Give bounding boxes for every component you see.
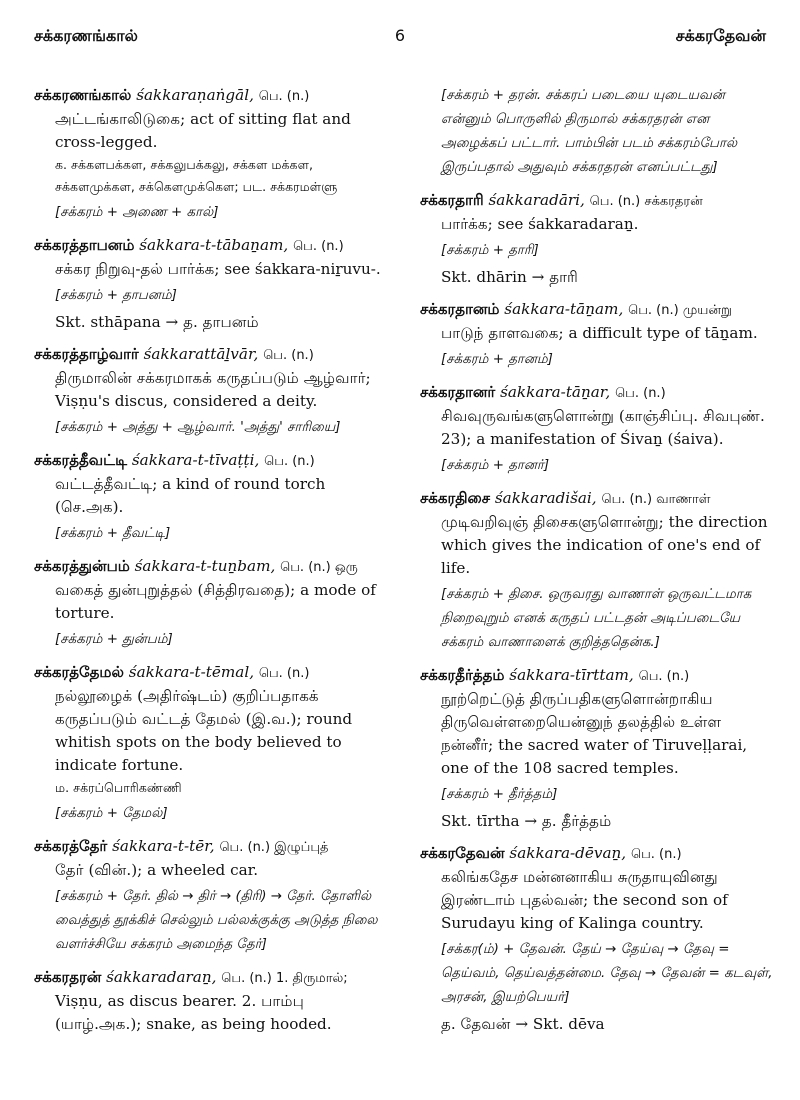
entry-headword: சக்கரத்துன்பம் bbox=[34, 557, 130, 575]
entry-pos: பெ. (n.) bbox=[615, 386, 666, 401]
entry-etymology: [சக்கரம் + தீவட்டி] bbox=[55, 526, 171, 541]
entry-pos: பெ. (n.) சக்கரதரன் bbox=[589, 194, 703, 209]
entry-headword: சக்கரத்தீவட்டி bbox=[34, 451, 128, 469]
entry-transliteration: śakkara-t-tuṉbam, bbox=[134, 557, 276, 575]
page-header bbox=[34, 26, 766, 52]
entry-definition: சிவவுருவங்களுளொன்று (காஞ்சிப்பு. சிவபுண். 23); a manifestation of Śivaṉ (śaiva). bbox=[441, 407, 765, 448]
entry-definition: திருமாலின் சக்கரமாகக் கருதப்படும் ஆழ்வார்; Viṣṇu's discus, considered a deity. bbox=[55, 369, 371, 410]
entry-etymology: [சக்கரம் + திசை. ஒருவரது வாணாள் ஒருவட்டமாக நிறைவுறும் எனக் கருதப் பட்டதன் அடிப்படையே சக்கரம் வாணாளைக் குறித்ததென்க.] bbox=[441, 587, 752, 650]
entry-pos: பெ. (n.) bbox=[258, 89, 310, 104]
entry-etymology: [சக்கரம் + தரன். சக்கரப் படையை யுடையவன் என்னும் பொருளில் திருமால் சக்கரதரன் என அழைக்கப் பட்டார். பாம்பின் படம் சக்கரம்போல் இருப்பதால் அதுவும் சக்கரதரன் எனப்பட்டது] bbox=[441, 88, 738, 175]
dictionary-entry bbox=[420, 189, 773, 289]
entry-headword: சக்கரத்தேமல் bbox=[34, 663, 124, 681]
entry-headword: சக்கரத்தாழ்வார் bbox=[34, 345, 139, 363]
header-right-guide-word: சக்கரதேவன் bbox=[675, 26, 766, 45]
dictionary-entry bbox=[420, 487, 773, 655]
entry-headword: சக்கரதேவன் bbox=[420, 844, 505, 862]
entry-transliteration: śakkara-dēvaṉ, bbox=[509, 844, 627, 862]
entry-definition: பார்க்க; see śakkaradaraṉ. bbox=[441, 215, 639, 233]
entry-pos: பெ. (n.) இழுப்புத் bbox=[219, 840, 329, 855]
page-number: 6 bbox=[394, 26, 406, 45]
entry-transliteration: śakkaradāri, bbox=[488, 191, 585, 209]
entry-sanskrit-source: த. தேவன் → Skt. dēva bbox=[441, 1015, 605, 1033]
entry-definition: சக்கர நிறுவு-தல் பார்க்க; see śakkara-niṟuvu-. bbox=[55, 260, 381, 278]
entry-etymology: [சக்கரம் + தானம்] bbox=[441, 352, 553, 367]
continued-etymology bbox=[420, 84, 773, 180]
entry-headword: சக்கரணங்கால் bbox=[34, 86, 132, 104]
entry-etymology: [சக்கர(ம்) + தேவன். தேய் → தேய்வு → தேவு = தெய்வம், தெய்வத்தன்மை. தேவு → தேவன் = கடவுள், அரசன், இயற்பெயர்] bbox=[441, 942, 773, 1005]
left-column bbox=[34, 84, 387, 1045]
dictionary-entry bbox=[34, 234, 387, 334]
entry-pos: பெ. (n.) bbox=[638, 669, 690, 684]
dictionary-entry bbox=[34, 835, 387, 957]
entry-transliteration: śakkara-tāṉam, bbox=[504, 300, 624, 318]
entry-etymology: [சக்கரம் + தானர்] bbox=[441, 458, 550, 473]
dictionary-entry bbox=[34, 84, 387, 225]
entry-transliteration: śakkara-t-tēr, bbox=[112, 837, 215, 855]
dictionary-entry bbox=[420, 381, 773, 478]
dictionary-entry bbox=[420, 664, 773, 833]
entry-transliteration: śakkara-tāṉar, bbox=[500, 383, 611, 401]
entry-pos: பெ. (n.) bbox=[293, 239, 344, 254]
entry-definition: வகைத் துன்புறுத்தல் (சித்திரவதை); a mode of torture. bbox=[55, 581, 376, 622]
entry-definition: நல்லூழைக் (அதிர்ஷ்டம்) குறிப்பதாகக் கருதப்படும் வட்டத் தேமல் (இ.வ.); round whitish spots on the body believed to indicate fortune. bbox=[55, 687, 353, 774]
entry-pos: பெ. (n.) bbox=[258, 666, 310, 681]
entry-definition: முடிவறிவுஞ் திசைகளுளொன்று; the direction which gives the indication of one's end of life. bbox=[441, 513, 768, 577]
entry-sanskrit-source: Skt. dhārin → தாரி bbox=[441, 268, 578, 286]
entry-cognates: ம. சக்ரப்பொரிகண்ணி bbox=[55, 780, 182, 795]
entry-pos: பெ. (n.) 1. திருமால்; bbox=[221, 971, 348, 986]
entry-definition: கலிங்கதேச மன்னனாகிய சுருதாயுவினது இரண்டாம் புதல்வன்; the second son of Surudayu king of Kalinga country. bbox=[441, 868, 728, 932]
entry-pos: பெ. (n.) வாணாள் bbox=[601, 492, 711, 507]
entry-headword: சக்கரதரன் bbox=[34, 968, 102, 986]
entry-definition: நூற்றெட்டுத் திருப்பதிகளுளொன்றாகிய திருவெள்ளறையென்னுந் தலத்தில் உள்ள நன்னீர்; the sacred water of Tiruveḷḷarai, one of the 108 sacred temples. bbox=[441, 690, 748, 777]
entry-headword: சக்கரதானம் bbox=[420, 300, 500, 318]
entry-headword: சக்கரதானர் bbox=[420, 383, 496, 401]
entry-pos: பெ. (n.) bbox=[630, 847, 682, 862]
entry-etymology: [சக்கரம் + தேர். தில் → திர் → (திரி) → தேர். தோளில் வைத்துத் தூக்கிச் செல்லும் பல்லக்குக்கு அடுத்த நிலை வளர்ச்சியே சக்கரம் அமைந்த தேர்] bbox=[55, 889, 378, 952]
entry-pos: பெ. (n.) ஒரு bbox=[280, 560, 358, 575]
entry-pos: பெ. (n.) முயன்று bbox=[628, 303, 732, 318]
entry-etymology: [சக்கரம் + துன்பம்] bbox=[55, 632, 173, 647]
entry-etymology: [சக்கரம் + தீர்த்தம்] bbox=[441, 787, 558, 802]
dictionary-entry bbox=[34, 555, 387, 652]
entry-transliteration: śakkara-t-tēmal, bbox=[128, 663, 255, 681]
entry-transliteration: śakkaradaraṉ, bbox=[106, 968, 217, 986]
entry-definition: அட்டங்காலிடுகை; act of sitting flat and cross-legged. bbox=[55, 110, 351, 151]
entry-sanskrit-source: Skt. sthāpana → த. தாபனம் bbox=[55, 313, 259, 331]
entry-definition: Viṣṇu, as discus bearer. 2. பாம்பு (யாழ்.அக.); snake, as being hooded. bbox=[55, 992, 332, 1033]
entry-headword: சக்கரத்தாபனம் bbox=[34, 236, 135, 254]
dictionary-entry bbox=[34, 449, 387, 546]
entry-etymology: [சக்கரம் + தேமல்] bbox=[55, 806, 168, 821]
entry-headword: சக்கரதிசை bbox=[420, 489, 491, 507]
dictionary-entry bbox=[420, 298, 773, 372]
dictionary-entry bbox=[34, 966, 387, 1036]
entry-headword: சக்கரதீர்த்தம் bbox=[420, 666, 505, 684]
entry-pos: பெ. (n.) bbox=[264, 454, 315, 469]
entry-definition: வட்டத்தீவட்டி; a kind of round torch (செ.அக). bbox=[55, 475, 326, 516]
entry-pos: பெ. (n.) bbox=[263, 348, 314, 363]
dictionary-entry bbox=[34, 661, 387, 826]
entry-etymology: [சக்கரம் + அணை + கால்] bbox=[55, 205, 219, 220]
header-left-guide-word: சக்கரணங்கால் bbox=[34, 26, 138, 45]
entry-cognates: க. சக்களபக்கள, சக்கலுபக்கலு, சக்கள மக்கள, சக்களமுக்கள, சக்கௌமுக்கௌ; பட. சக்கரமள்ளு bbox=[55, 157, 338, 194]
entry-headword: சக்கரத்தேர் bbox=[34, 837, 108, 855]
entry-transliteration: śakkara-t-tīvaṭṭi, bbox=[131, 451, 260, 469]
dictionary-entry bbox=[34, 343, 387, 440]
entry-definition: தேர் (வின்.); a wheeled car. bbox=[55, 861, 259, 879]
dictionary-entry bbox=[420, 842, 773, 1036]
entry-headword: சக்கரதாரி bbox=[420, 191, 484, 209]
entry-sanskrit-source: Skt. tīrtha → த. தீர்த்தம் bbox=[441, 812, 612, 830]
right-column bbox=[420, 84, 773, 1045]
entry-transliteration: śakkara-t-tābaṉam, bbox=[139, 236, 289, 254]
entry-etymology: [சக்கரம் + தாரி] bbox=[441, 243, 539, 258]
entry-transliteration: śakkaraṇaṅgāl, bbox=[136, 86, 254, 104]
entry-transliteration: śakkarattāḻvār, bbox=[143, 345, 259, 363]
entry-etymology: [சக்கரம் + தாபனம்] bbox=[55, 288, 177, 303]
entry-etymology: [சக்கரம் + அத்து + ஆழ்வார். 'அத்து' சாரியை] bbox=[55, 420, 341, 435]
entry-definition: பாடுந் தாளவகை; a difficult type of tāṉam. bbox=[441, 324, 758, 342]
entry-transliteration: śakkaradišai, bbox=[494, 489, 597, 507]
entry-transliteration: śakkara-tīrttam, bbox=[509, 666, 634, 684]
